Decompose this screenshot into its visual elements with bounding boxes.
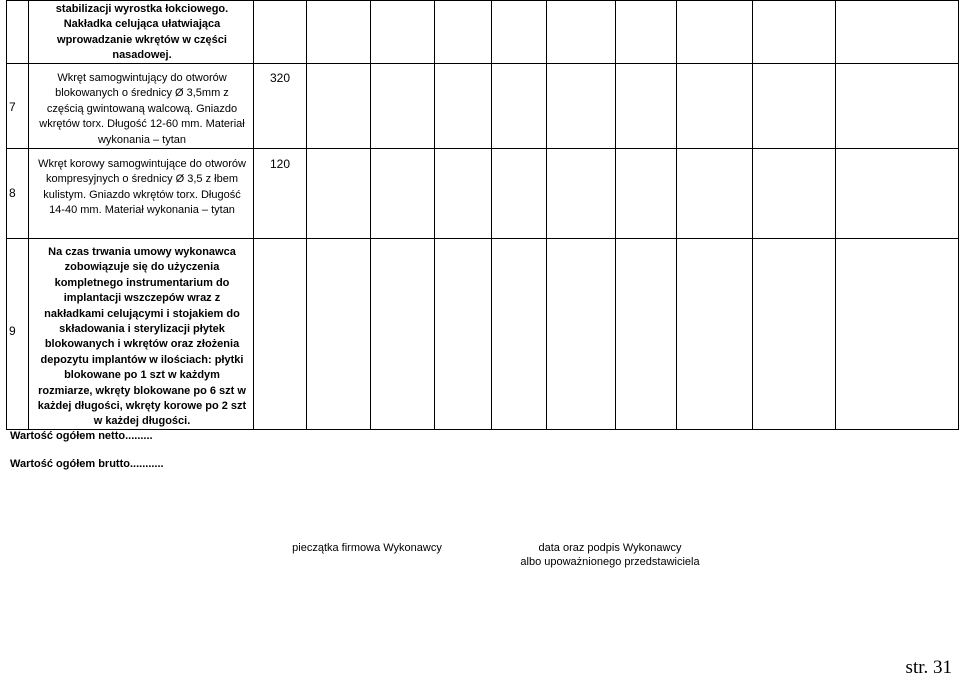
row-quantity: 320 [269,71,291,85]
row-quantity: 120 [269,157,291,171]
col-divider [615,0,616,430]
col-divider [434,0,435,430]
col-divider [253,0,254,430]
row-divider [6,0,959,1]
total-netto: Wartość ogółem netto......... [10,430,153,442]
signature-caption [500,541,720,569]
row-number: 8 [9,186,16,200]
col-divider [676,0,677,430]
row-description: Wkręt samogwintujący do otworów blokowanych o średnicy Ø 3,5mm z częścią gwintowaną walcową. Gniazdo wkrętów torx. Długość 12-60 mm. Materiał wykonania – tytan [39,72,245,146]
col-divider [546,0,547,430]
page-number: str. 31 [905,657,952,678]
row-divider [6,238,959,239]
row-divider [6,148,959,149]
row-description: Na czas trwania umowy wykonawca zobowiązuje się do użyczenia kompletnego instrumentarium do implantacji wszczepów wraz z nakładkami celującymi i stojakiem do składowania i sterylizacji płytek blokowanych i wkrętów oraz złożenia depozytu implantów w ilościach: płytki blokowane po 1 szt w każdym rozmiarze, wkręty blokowane po 6 szt w każdej długości, wkręty korowe po 2 szt w każdej długości. [37,246,247,428]
col-divider [835,0,836,430]
total-brutto: Wartość ogółem brutto........... [10,458,164,470]
row-number: 9 [9,324,16,338]
col-divider [370,0,371,430]
col-divider [491,0,492,430]
table-border-right [958,0,959,430]
col-divider [752,0,753,430]
row-description: stabilizacji wyrostka łokciowego. Nakładka celująca ułatwiająca wprowadzanie wkrętów w części nasadowej. [55,3,229,62]
row-description: Wkręt korowy samogwintujące do otworów kompresyjnych o średnicy Ø 3,5 z łbem kulistym. Gniazdo wkrętów torx. Długość 14-40 mm. Materiał wykonania – tytan [38,158,246,217]
signature-caption-line1: data oraz podpis Wykonawcy [538,542,682,554]
col-divider [28,0,29,430]
table-border-left [6,0,7,430]
row-number: 7 [9,100,16,114]
stamp-caption: pieczątka firmowa Wykonawcy [292,542,442,554]
col-divider [306,0,307,430]
signature-caption-line2: albo upoważnionego przedstawiciela [520,556,700,568]
